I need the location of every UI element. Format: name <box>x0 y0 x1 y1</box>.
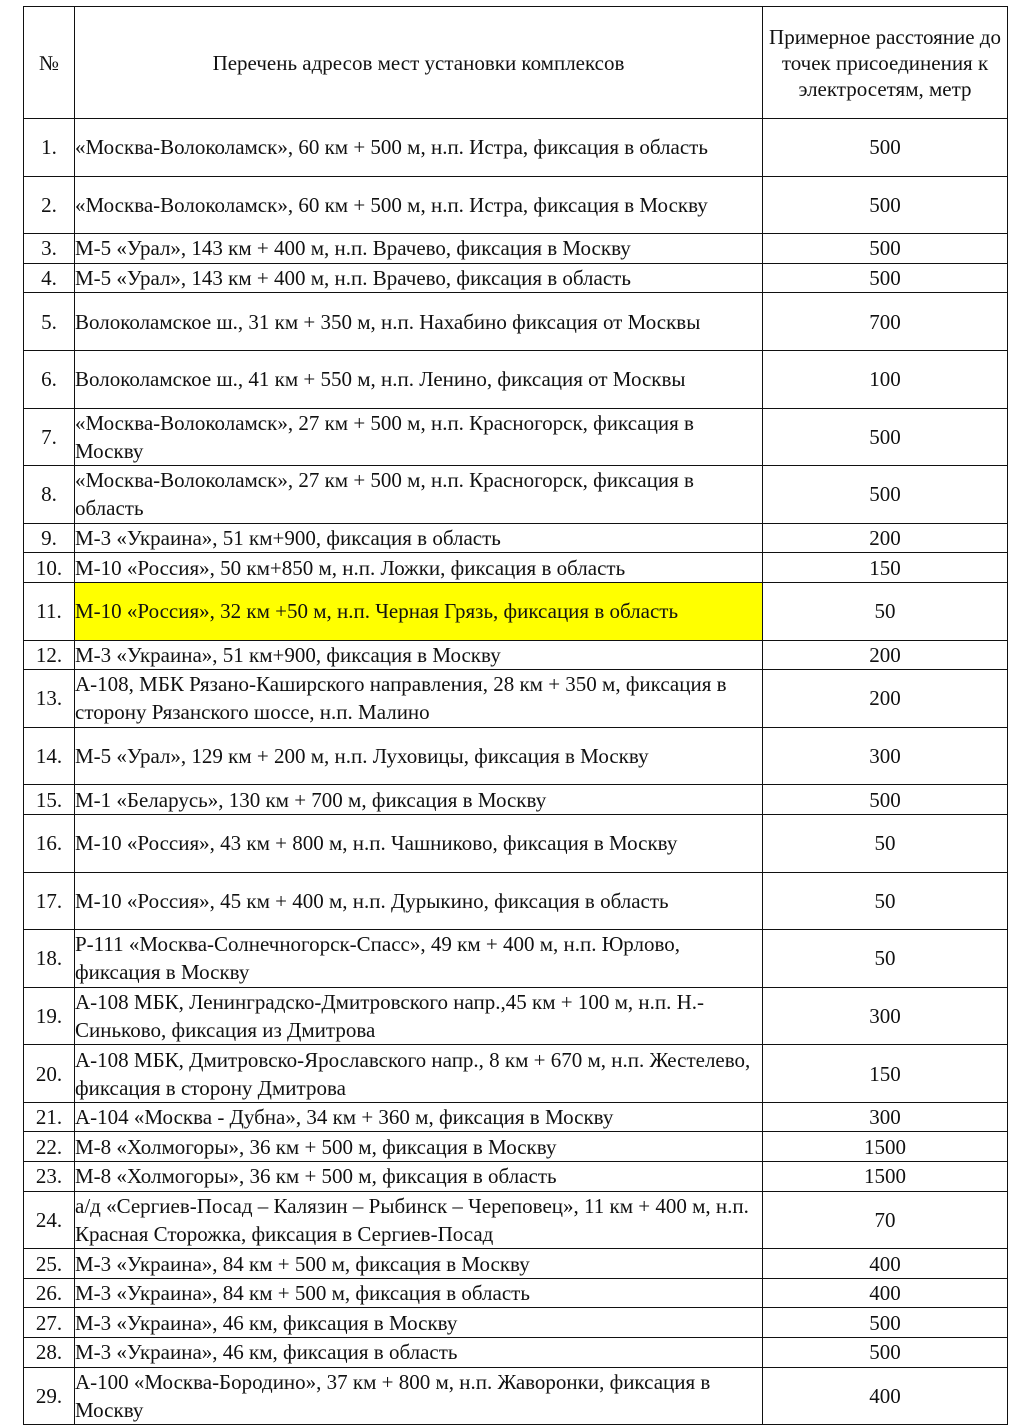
row-distance: 500 <box>763 234 1008 264</box>
row-number: 12. <box>24 640 75 670</box>
table-row <box>24 234 1008 264</box>
table-row <box>24 1102 1008 1132</box>
row-number: 10. <box>24 553 75 583</box>
row-number: 1. <box>24 119 75 177</box>
row-distance: 500 <box>763 1338 1008 1368</box>
table-row <box>24 785 1008 815</box>
row-number: 17. <box>24 872 75 930</box>
row-distance: 50 <box>763 814 1008 872</box>
row-address: «Москва-Волоколамск», 27 км + 500 м, н.п. Красногорск, фиксация в область <box>75 466 763 524</box>
row-address: М-3 «Украина», 46 км, фиксация в Москву <box>75 1308 763 1338</box>
header-address-list: Перечень адресов мест установки комплексов <box>75 7 763 119</box>
row-number: 22. <box>24 1132 75 1162</box>
row-distance: 200 <box>763 523 1008 553</box>
table-row <box>24 930 1008 988</box>
row-distance: 500 <box>763 1308 1008 1338</box>
page-top-fragment <box>955 0 1015 5</box>
row-distance: 500 <box>763 176 1008 234</box>
table-row <box>24 119 1008 177</box>
table-row <box>24 1249 1008 1279</box>
table-row <box>24 1132 1008 1162</box>
row-number: 9. <box>24 523 75 553</box>
row-number: 24. <box>24 1191 75 1249</box>
row-distance: 150 <box>763 553 1008 583</box>
table-row <box>24 523 1008 553</box>
table-row <box>24 1338 1008 1368</box>
row-address: Волоколамское ш., 41 км + 550 м, н.п. Ленино, фиксация от Москвы <box>75 350 763 408</box>
row-number: 19. <box>24 987 75 1045</box>
row-number: 5. <box>24 293 75 351</box>
table-row <box>24 466 1008 524</box>
row-address: М-10 «Россия», 32 км +50 м, н.п. Черная Грязь, фиксация в область <box>75 582 763 640</box>
row-number: 27. <box>24 1308 75 1338</box>
row-distance: 500 <box>763 119 1008 177</box>
row-address: А-108 МБК, Ленинградско-Дмитровского напр.,45 км + 100 м, н.п. Н.- Синьково, фиксация из Дмитрова <box>75 987 763 1045</box>
row-address: М-3 «Украина», 51 км+900, фиксация в Москву <box>75 640 763 670</box>
header-number: № <box>24 7 75 119</box>
row-number: 26. <box>24 1278 75 1308</box>
row-number: 23. <box>24 1162 75 1192</box>
row-number: 8. <box>24 466 75 524</box>
row-distance: 500 <box>763 263 1008 293</box>
row-distance: 700 <box>763 293 1008 351</box>
table-header-row <box>24 7 1008 119</box>
row-distance: 400 <box>763 1249 1008 1279</box>
table-row <box>24 1045 1008 1103</box>
table-row <box>24 1162 1008 1192</box>
row-address: М-10 «Россия», 50 км+850 м, н.п. Ложки, фиксация в область <box>75 553 763 583</box>
table-row <box>24 1308 1008 1338</box>
row-distance: 300 <box>763 987 1008 1045</box>
table-row <box>24 263 1008 293</box>
table-row <box>24 872 1008 930</box>
row-address: А-108 МБК, Дмитровско-Ярославского напр., 8 км + 670 м, н.п. Жестелево, фиксация в сторону Дмитрова <box>75 1045 763 1103</box>
row-number: 29. <box>24 1367 75 1425</box>
table-body <box>24 119 1008 1425</box>
row-distance: 50 <box>763 872 1008 930</box>
row-number: 11. <box>24 582 75 640</box>
row-number: 4. <box>24 263 75 293</box>
row-number: 21. <box>24 1102 75 1132</box>
table-row <box>24 408 1008 466</box>
row-address: М-5 «Урал», 129 км + 200 м, н.п. Луховицы, фиксация в Москву <box>75 727 763 785</box>
table-row <box>24 1367 1008 1425</box>
row-distance: 200 <box>763 670 1008 728</box>
row-address: М-1 «Беларусь», 130 км + 700 м, фиксация в Москву <box>75 785 763 815</box>
row-address: М-10 «Россия», 45 км + 400 м, н.п. Дурыкино, фиксация в область <box>75 872 763 930</box>
table-row <box>24 640 1008 670</box>
row-distance: 200 <box>763 640 1008 670</box>
row-address: «Москва-Волоколамск», 27 км + 500 м, н.п. Красногорск, фиксация в Москву <box>75 408 763 466</box>
row-address: Волоколамское ш., 31 км + 350 м, н.п. Нахабино фиксация от Москвы <box>75 293 763 351</box>
table-row <box>24 727 1008 785</box>
row-number: 7. <box>24 408 75 466</box>
table-row <box>24 293 1008 351</box>
table-row <box>24 176 1008 234</box>
row-number: 20. <box>24 1045 75 1103</box>
row-number: 15. <box>24 785 75 815</box>
row-distance: 100 <box>763 350 1008 408</box>
row-distance: 1500 <box>763 1132 1008 1162</box>
table-row <box>24 350 1008 408</box>
row-address: М-8 «Холмогоры», 36 км + 500 м, фиксация в область <box>75 1162 763 1192</box>
row-address: М-3 «Украина», 46 км, фиксация в область <box>75 1338 763 1368</box>
row-number: 28. <box>24 1338 75 1368</box>
row-address: М-5 «Урал», 143 км + 400 м, н.п. Врачево, фиксация в Москву <box>75 234 763 264</box>
table-row <box>24 814 1008 872</box>
row-address: М-10 «Россия», 43 км + 800 м, н.п. Чашниково, фиксация в Москву <box>75 814 763 872</box>
row-distance: 300 <box>763 727 1008 785</box>
row-address: «Москва-Волоколамск», 60 км + 500 м, н.п. Истра, фиксация в область <box>75 119 763 177</box>
table-row <box>24 987 1008 1045</box>
table-row <box>24 553 1008 583</box>
row-distance: 500 <box>763 408 1008 466</box>
row-distance: 500 <box>763 785 1008 815</box>
row-number: 13. <box>24 670 75 728</box>
row-distance: 400 <box>763 1278 1008 1308</box>
row-number: 16. <box>24 814 75 872</box>
row-address: М-3 «Украина», 84 км + 500 м, фиксация в область <box>75 1278 763 1308</box>
row-address: М-3 «Украина», 84 км + 500 м, фиксация в Москву <box>75 1249 763 1279</box>
row-distance: 50 <box>763 582 1008 640</box>
row-address: «Москва-Волоколамск», 60 км + 500 м, н.п. Истра, фиксация в Москву <box>75 176 763 234</box>
table-row <box>24 670 1008 728</box>
table-row <box>24 582 1008 640</box>
table-row <box>24 1191 1008 1249</box>
row-number: 25. <box>24 1249 75 1279</box>
row-distance: 150 <box>763 1045 1008 1103</box>
row-number: 2. <box>24 176 75 234</box>
row-address: А-108, МБК Рязано-Каширского направления, 28 км + 350 м, фиксация в сторону Рязанского шоссе, н.п. Малино <box>75 670 763 728</box>
table-row <box>24 1278 1008 1308</box>
row-address: М-3 «Украина», 51 км+900, фиксация в область <box>75 523 763 553</box>
row-address: М-8 «Холмогоры», 36 км + 500 м, фиксация в Москву <box>75 1132 763 1162</box>
row-address: а/д «Сергиев-Посад – Калязин – Рыбинск – Череповец», 11 км + 400 м, н.п. Красная Сторожка, фиксация в Сергиев-Посад <box>75 1191 763 1249</box>
row-address: А-104 «Москва - Дубна», 34 км + 360 м, фиксация в Москву <box>75 1102 763 1132</box>
row-address: А-100 «Москва-Бородино», 37 км + 800 м, н.п. Жаворонки, фиксация в Москву <box>75 1367 763 1425</box>
row-number: 14. <box>24 727 75 785</box>
row-distance: 1500 <box>763 1162 1008 1192</box>
row-address: Р-111 «Москва-Солнечногорск-Спасс», 49 км + 400 м, н.п. Юрлово, фиксация в Москву <box>75 930 763 988</box>
installation-sites-table <box>23 6 1008 1425</box>
row-number: 18. <box>24 930 75 988</box>
row-distance: 500 <box>763 466 1008 524</box>
row-distance: 50 <box>763 930 1008 988</box>
row-distance: 400 <box>763 1367 1008 1425</box>
row-number: 6. <box>24 350 75 408</box>
header-distance: Примерное расстояние до точек присоединения к электросетям, метр <box>763 7 1008 119</box>
row-distance: 70 <box>763 1191 1008 1249</box>
row-number: 3. <box>24 234 75 264</box>
row-address: М-5 «Урал», 143 км + 400 м, н.п. Врачево, фиксация в область <box>75 263 763 293</box>
row-distance: 300 <box>763 1102 1008 1132</box>
